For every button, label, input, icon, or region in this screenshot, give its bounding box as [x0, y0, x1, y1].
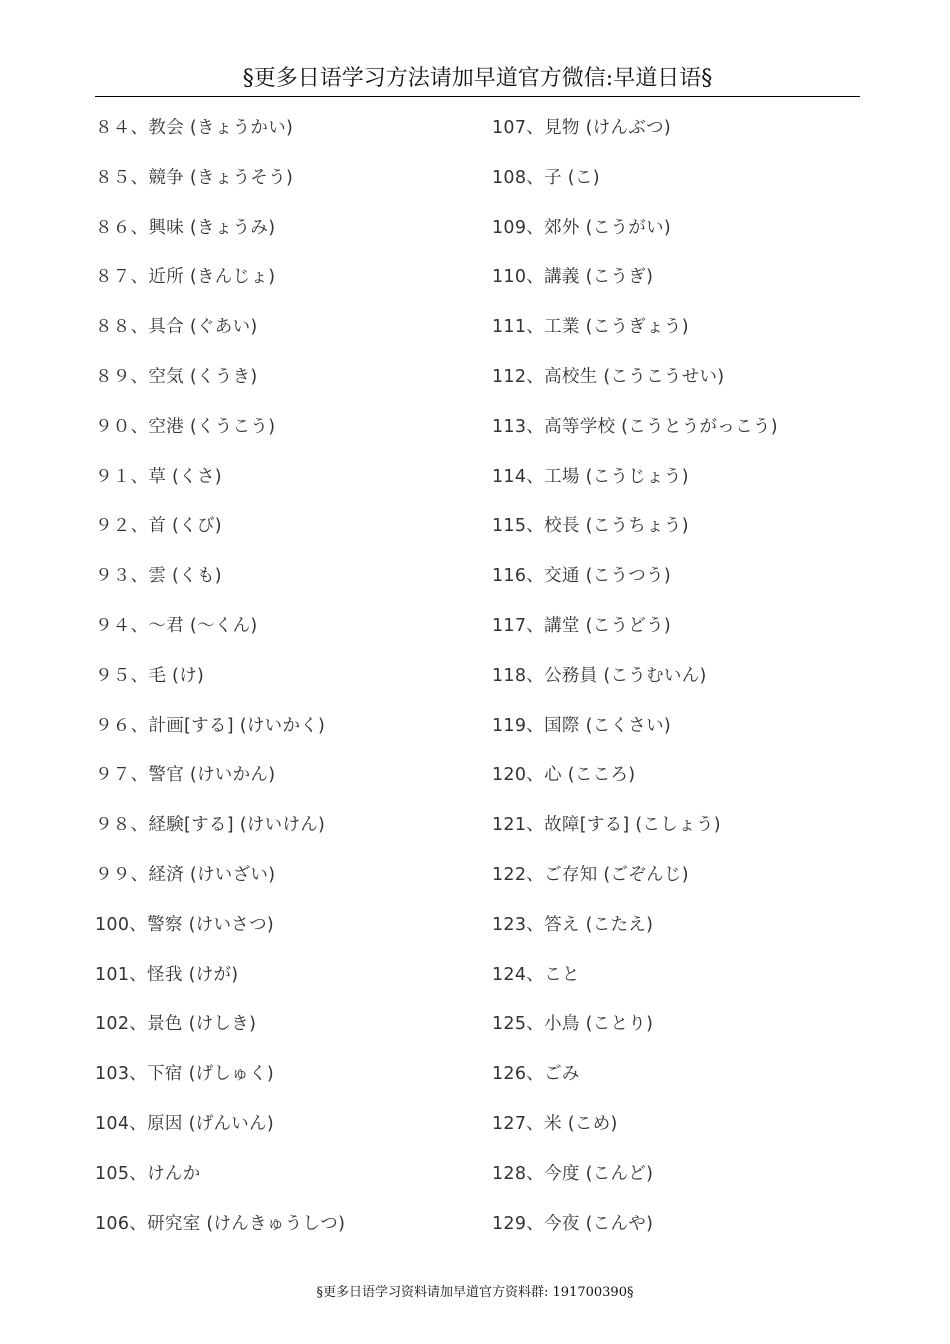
vocab-item: ９６、計画[する] (けいかく): [95, 715, 326, 736]
vocab-item: 127、米 (こめ): [492, 1113, 618, 1134]
page-footer: [0, 1281, 950, 1300]
vocab-item: ８７、近所 (きんじょ): [95, 267, 276, 288]
vocab-item: 113、高等学校 (こうとうがっこう): [492, 416, 778, 437]
vocab-item: 118、公務員 (こうむいん): [492, 665, 707, 686]
vocab-item: ８８、具合 (ぐあい): [95, 317, 258, 338]
vocab-item: 121、故障[する] (こしょう): [492, 815, 721, 836]
vocab-item: 123、答え (こたえ): [492, 914, 654, 935]
vocab-item: ９４、～君 (～くん): [95, 615, 258, 636]
vocab-item: 125、小鳥 (ことり): [492, 1014, 654, 1035]
vocab-item: 116、交通 (こうつう): [492, 566, 672, 587]
vocab-item: ９０、空港 (くうこう): [95, 416, 276, 437]
vocab-item: 128、今度 (こんど): [492, 1163, 654, 1184]
vocab-item: ９２、首 (くび): [95, 516, 222, 537]
page-title: §更多日语学习方法请加早道官方微信:早道日语§: [242, 66, 713, 91]
vocab-item: 103、下宿 (げしゅく): [95, 1064, 275, 1085]
vocab-item: 101、怪我 (けが): [95, 964, 239, 985]
vocab-item: 109、郊外 (こうがい): [492, 217, 672, 238]
vocab-item: 119、国際 (こくさい): [492, 715, 672, 736]
vocab-item: 111、工業 (こうぎょう): [492, 317, 689, 338]
vocab-item: 122、ご存知 (ごぞんじ): [492, 864, 689, 885]
vocab-item: ８９、空気 (くうき): [95, 366, 258, 387]
vocab-item: ９８、経験[する] (けいけん): [95, 815, 326, 836]
vocab-item: ９１、草 (くさ): [95, 466, 222, 487]
vocab-item: 124、こと: [492, 964, 580, 985]
vocab-item: 106、研究室 (けんきゅうしつ): [95, 1213, 346, 1234]
vocab-column-left: [95, 104, 495, 1249]
vocab-item: ９７、警官 (けいかん): [95, 765, 276, 786]
vocab-item: 117、講堂 (こうどう): [492, 615, 672, 636]
vocab-item: ８６、興味 (きょうみ): [95, 217, 276, 238]
vocab-item: ９３、雲 (くも): [95, 566, 222, 587]
footer-text: §更多日语学习资料请加早道官方资料群: 191700390§: [316, 1285, 634, 1300]
vocab-item: 112、高校生 (こうこうせい): [492, 366, 725, 387]
vocab-column-right: [492, 104, 892, 1249]
vocab-item: ９５、毛 (け): [95, 665, 205, 686]
vocab-item: ８４、教会 (きょうかい): [95, 118, 294, 138]
vocab-item: 108、子 (こ): [492, 167, 600, 188]
vocab-item: 100、警察 (けいさつ): [95, 914, 275, 935]
vocab-item: 120、心 (こころ): [492, 765, 636, 786]
page-header: [95, 62, 860, 97]
vocab-item: 104、原因 (げんいん): [95, 1113, 275, 1134]
vocab-item: 115、校長 (こうちょう): [492, 516, 689, 537]
vocab-item: 129、今夜 (こんや): [492, 1213, 654, 1234]
vocab-item: 105、けんか: [95, 1163, 201, 1184]
vocab-item: 102、景色 (けしき): [95, 1014, 257, 1035]
vocab-item: 107、見物 (けんぶつ): [492, 118, 672, 138]
vocab-item: ８５、競争 (きょうそう): [95, 167, 294, 188]
vocab-item: 126、ごみ: [492, 1064, 580, 1085]
vocab-item: ９９、経済 (けいざい): [95, 864, 276, 885]
vocab-item: 114、工場 (こうじょう): [492, 466, 689, 487]
vocab-item: 110、講義 (こうぎ): [492, 267, 654, 288]
